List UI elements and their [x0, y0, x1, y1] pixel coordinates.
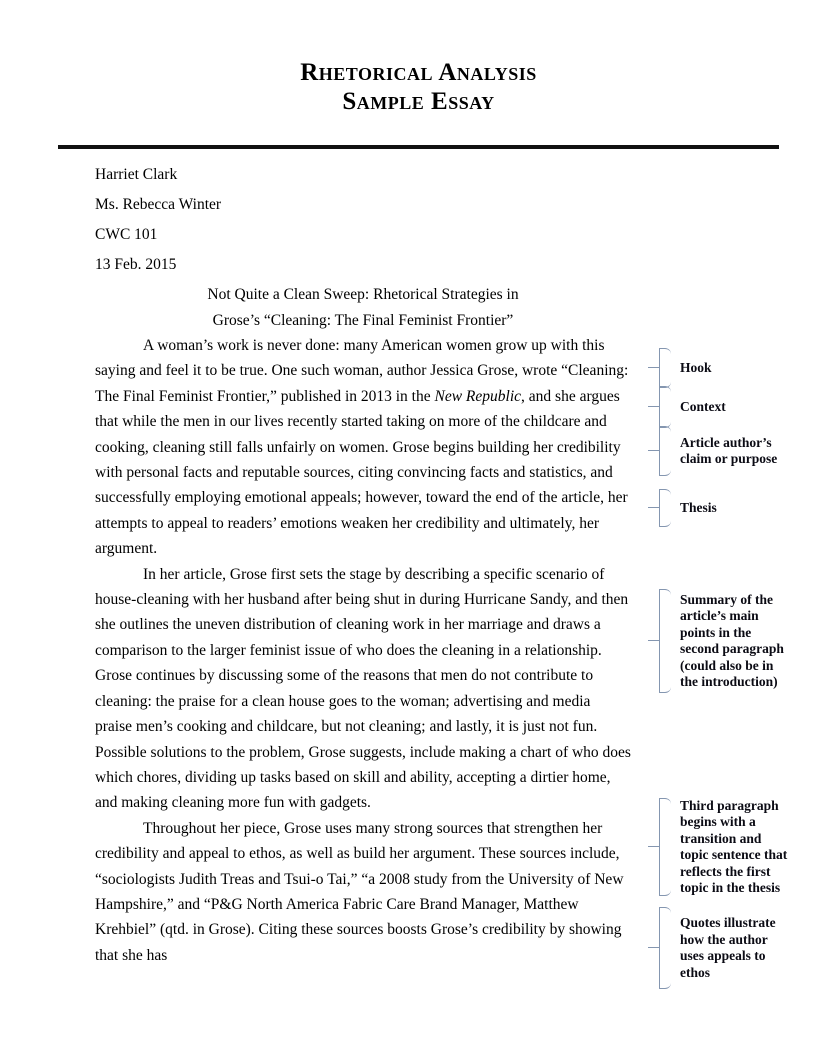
annotation-context: [648, 386, 726, 428]
brace-icon: [648, 386, 670, 428]
annotation-summary-text: Summary of the article’s main points in the second paragraph (could also be in the introduction): [680, 591, 784, 689]
annotation-claim: [648, 426, 777, 476]
brace-icon: [648, 589, 670, 693]
annotation-third-paragraph-text: Third paragraph begins with a transition and topic sentence that reflects the first topic in the thesis: [680, 797, 788, 895]
mla-header-course: CWC 101: [95, 226, 158, 243]
annotation-quotes-text: Quotes illustrate how the author uses appeals to ethos: [680, 915, 776, 980]
annotation-context-text: Context: [680, 398, 726, 414]
brace-icon: [648, 348, 670, 388]
paragraph-intro: [95, 333, 631, 562]
brace-icon: [648, 489, 670, 527]
annotation-thesis-text: Thesis: [680, 499, 717, 515]
mla-header-date: 13 Feb. 2015: [95, 256, 177, 273]
brace-icon: [648, 798, 670, 896]
page-title: [58, 58, 779, 116]
mla-header-instructor: Ms. Rebecca Winter: [95, 196, 222, 213]
journal-name-italic: New Republic: [434, 387, 522, 405]
brace-icon: [648, 907, 670, 989]
page-title-line-1: Rhetorical Analysis: [300, 59, 537, 86]
annotation-summary: [648, 589, 784, 693]
paragraph-intro-part-a: A woman’s work is never done: many American women grow up with this saying and feel it to be true. One such woman, author Jessica Grose, wrote “Cleaning: The Final Feminist Frontier,” published in 2013 in the: [95, 337, 629, 405]
mla-header-student-name: Harriet Clark: [95, 166, 178, 183]
annotation-claim-text: Article author’s claim or purpose: [680, 434, 778, 466]
annotation-hook: [648, 348, 712, 388]
annotation-quotes: [648, 907, 776, 989]
annotation-thesis: [648, 489, 717, 527]
annotation-third-paragraph: [648, 798, 787, 896]
paragraph-intro-part-b: , and she argues that while the men in our lives recently started taking on more of the childcare and cooking, cleaning still falls unfairly on women. Grose begins building her credibility with personal facts and reputable sources, citing convincing facts and statistics, and successfully employing emotional appeals; however, toward the end of the article, her attempts to appeal to readers’ emotions weaken her credibility and ultimately, her argument.: [95, 387, 628, 558]
essay-title: [95, 282, 631, 333]
essay-title-line-2: Grose’s “Cleaning: The Final Feminist Frontier”: [212, 311, 514, 329]
paragraph-ethos: Throughout her piece, Grose uses many strong sources that strengthen her credibility and appeal to ethos, as well as build her argument. These sources include, “sociologists Judith Treas and Tsui-o Tai,” “a 2008 study from the University of New Hampshire,” and “P&G North America Fabric Care Brand Manager, Matthew Krehbiel” (qtd. in Grose). Citing these sources boosts Grose’s credibility by showing that she has: [95, 819, 624, 964]
brace-icon: [648, 426, 670, 476]
document-body: [95, 160, 631, 968]
annotation-hook-text: Hook: [680, 359, 712, 375]
paragraph-summary: In her article, Grose first sets the stage by describing a specific scenario of house-cleaning with her husband after being shut in during Hurricane Sandy, and then she outlines the uneven distribution of cleaning work in her marriage and draws a comparison to the larger feminist issue of who does the cleaning in a relationship. Grose continues by discussing some of the reasons that men do not contribute to cleaning: the praise for a clean house goes to the woman; advertising and media praise men’s cooking and childcare, but not cleaning; and lastly, it is just not fun. Possible solutions to the problem, Grose suggests, include making a chart of who does which chores, dividing up tasks based on skill and ability, accepting a dirtier home, and making cleaning more fun with gadgets.: [95, 565, 631, 812]
essay-title-line-1: Not Quite a Clean Sweep: Rhetorical Strategies in: [207, 286, 519, 303]
title-divider-rule: [58, 145, 779, 149]
page-title-line-2: Sample Essay: [342, 88, 495, 115]
